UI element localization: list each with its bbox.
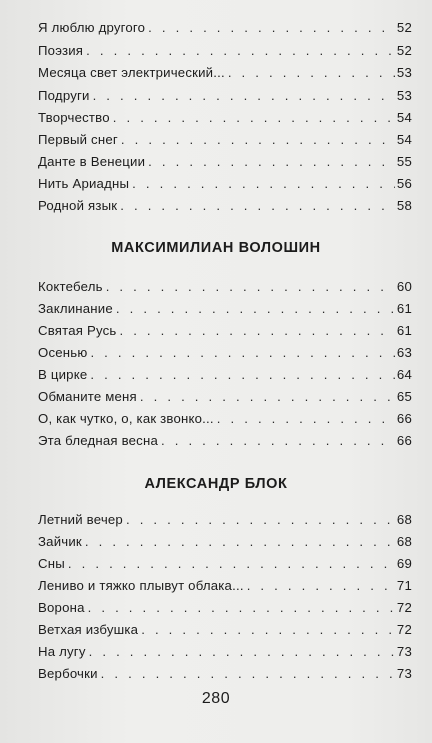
- dot-leader: [121, 130, 395, 150]
- toc-entry-page: 52: [396, 43, 412, 58]
- dot-leader: [101, 664, 395, 684]
- toc-entry: [38, 409, 412, 429]
- toc-entry-title: Ветхая избушка: [38, 622, 139, 637]
- toc-entry: [38, 664, 412, 684]
- toc-entry: [38, 510, 412, 530]
- toc-entry-page: 73: [396, 666, 412, 681]
- toc-entry: [38, 152, 412, 172]
- dot-leader: [90, 365, 395, 385]
- dot-leader: [119, 321, 394, 341]
- toc-entry-title: Ворона: [38, 600, 85, 615]
- toc-entry: [38, 620, 412, 640]
- toc-entry-title: Первый снег: [38, 132, 118, 147]
- toc-entry-title: Зайчик: [38, 534, 82, 549]
- toc-entry: [38, 532, 412, 552]
- toc-entry-page: 63: [396, 345, 412, 360]
- toc-entry-page: 56: [396, 176, 412, 191]
- toc-entry-page: 66: [396, 433, 412, 448]
- toc-entry-page: 69: [396, 556, 412, 571]
- toc-entry-title: Осенью: [38, 345, 88, 360]
- toc-entry: [38, 86, 412, 106]
- dot-leader: [228, 63, 395, 83]
- toc-entry-title: Летний вечер: [38, 512, 123, 527]
- toc-entry-page: 60: [396, 279, 412, 294]
- toc-entry: [38, 431, 412, 451]
- section-heading: МАКСИМИЛИАН ВОЛОШИН: [111, 240, 321, 256]
- dot-leader: [93, 86, 395, 106]
- dot-leader: [247, 576, 395, 596]
- toc-entry-page: 68: [396, 512, 412, 527]
- toc-entry-page: 73: [396, 644, 412, 659]
- toc-entry-page: 61: [396, 323, 412, 338]
- toc-entry-page: 53: [396, 88, 412, 103]
- toc-entry-title: Я люблю другого: [38, 20, 146, 35]
- toc-entry: [38, 174, 412, 194]
- dot-leader: [148, 18, 395, 38]
- dot-leader: [113, 108, 395, 128]
- toc-entry: [38, 41, 412, 61]
- dot-leader: [140, 387, 395, 407]
- toc-entry-title: Заклинание: [38, 301, 113, 316]
- toc-entry-title: На лугу: [38, 644, 86, 659]
- toc-entry-page: 65: [396, 389, 412, 404]
- toc-entry: [38, 321, 412, 341]
- toc-entry-title: Святая Русь: [38, 323, 117, 338]
- toc-entry: [38, 554, 412, 574]
- dot-leader: [106, 277, 395, 297]
- toc-entry: [38, 576, 412, 596]
- toc-entry: [38, 642, 412, 662]
- toc-entry-title: Месяца свет электрический...: [38, 65, 225, 80]
- toc-entry-page: 64: [396, 367, 412, 382]
- toc-entry: [38, 365, 412, 385]
- dot-leader: [68, 554, 395, 574]
- dot-leader: [126, 510, 395, 530]
- dot-leader: [217, 409, 395, 429]
- dot-leader: [120, 196, 395, 216]
- toc-entry-title: Вербочки: [38, 666, 98, 681]
- toc-entry-page: 68: [396, 534, 412, 549]
- toc-entry-title: Обманите меня: [38, 389, 137, 404]
- toc-entry-page: 54: [396, 132, 412, 147]
- toc-entry: [38, 299, 412, 319]
- toc-entry-title: Творчество: [38, 110, 110, 125]
- dot-leader: [88, 598, 395, 618]
- toc-entry-title: Коктебель: [38, 279, 103, 294]
- toc-entry-page: 72: [396, 622, 412, 637]
- toc-entry-page: 53: [396, 65, 412, 80]
- section-heading: АЛЕКСАНДР БЛОК: [144, 476, 288, 492]
- toc-entry: [38, 598, 412, 618]
- toc-entry-title: Данте в Венеции: [38, 154, 146, 169]
- toc-entry: [38, 343, 412, 363]
- page-number: 280: [201, 690, 231, 707]
- dot-leader: [85, 532, 395, 552]
- toc-entry-page: 52: [396, 20, 412, 35]
- toc-entry-title: Сны: [38, 556, 65, 571]
- toc-entry-page: 72: [396, 600, 412, 615]
- dot-leader: [90, 343, 394, 363]
- dot-leader: [89, 642, 395, 662]
- toc-entry: [38, 130, 412, 150]
- dot-leader: [148, 152, 395, 172]
- toc-entry-title: В цирке: [38, 367, 88, 382]
- dot-leader: [161, 431, 395, 451]
- toc-entry: [38, 108, 412, 128]
- toc-entry: [38, 18, 412, 38]
- toc-entry-title: Лениво и тяжко плывут облака...: [38, 578, 244, 593]
- toc-entry: [38, 277, 412, 297]
- toc-entry: [38, 196, 412, 216]
- toc-entry-page: 71: [396, 578, 412, 593]
- toc-entry-page: 54: [396, 110, 412, 125]
- dot-leader: [141, 620, 395, 640]
- toc-entry-title: Нить Ариадны: [38, 176, 130, 191]
- dot-leader: [116, 299, 395, 319]
- toc-entry-page: 66: [396, 411, 412, 426]
- toc-entry-title: Поэзия: [38, 43, 84, 58]
- toc-entry: [38, 63, 412, 83]
- toc-entry-title: О, как чутко, о, как звонко...: [38, 411, 214, 426]
- toc-entry-page: 58: [396, 198, 412, 213]
- toc-entry-page: 55: [396, 154, 412, 169]
- toc-entry: [38, 387, 412, 407]
- toc-entry-title: Родной язык: [38, 198, 118, 213]
- toc-entry-title: Подруги: [38, 88, 90, 103]
- dot-leader: [86, 41, 395, 61]
- toc-entry-title: Эта бледная весна: [38, 433, 158, 448]
- toc-entry-page: 61: [396, 301, 412, 316]
- dot-leader: [132, 174, 395, 194]
